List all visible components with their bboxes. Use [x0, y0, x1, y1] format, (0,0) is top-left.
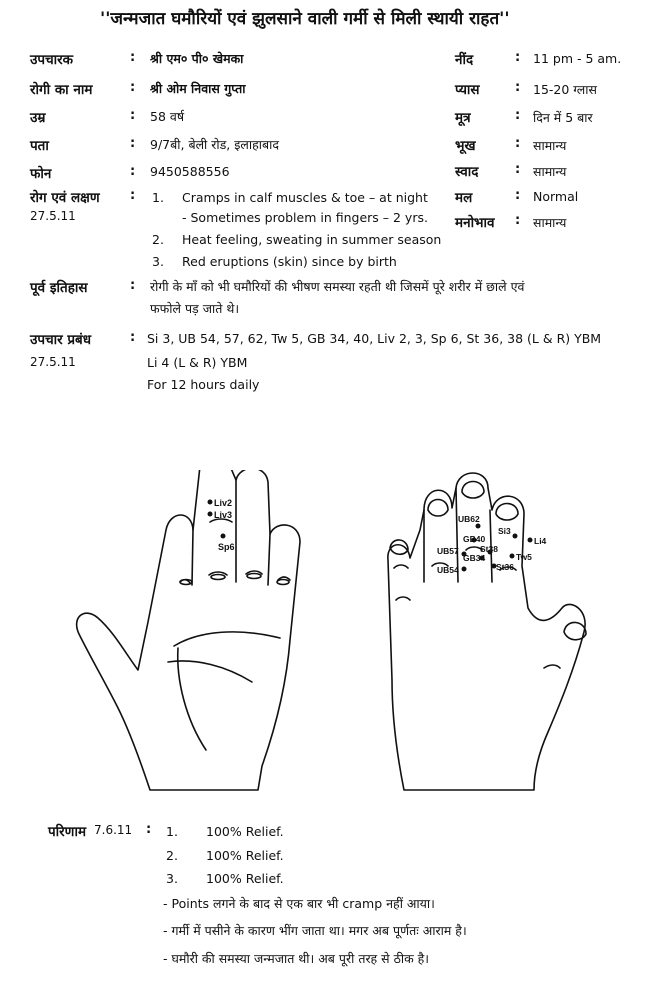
- colon: :: [130, 136, 136, 151]
- point-label: UB57: [437, 546, 459, 556]
- colon: :: [130, 278, 136, 293]
- address-label: पता: [30, 138, 49, 154]
- point-label: Liv3: [214, 510, 233, 520]
- colon: :: [515, 213, 521, 228]
- hunger-label: भूख: [455, 138, 476, 154]
- result-note: - घमौरी की समस्या जन्मजात थी। अब पूरी तरह से ठीक है।: [163, 951, 430, 966]
- symptom-line: - Sometimes problem in fingers – 2 yrs.: [182, 210, 428, 225]
- point-label: Li4: [534, 536, 547, 546]
- colon: :: [515, 80, 521, 95]
- history-line: रोगी के माँ को भी घमौरियों की भीषण समस्या रहती थी जिसमें पूरे शरीर में छाले एवं: [150, 279, 525, 294]
- therapist-label: उपचारक: [30, 52, 74, 68]
- age-value: 58 वर्ष: [150, 109, 185, 124]
- symptom-line: Cramps in calf muscles & toe – at night: [182, 190, 428, 205]
- treatment-line: Li 4 (L & R) YBM: [147, 355, 248, 370]
- stool-value: Normal: [533, 189, 579, 204]
- result-number: 1.: [166, 824, 178, 839]
- result-note: - गर्मी में पसीने के कारण भींग जाता था। मगर अब पूर्णतः आराम है।: [163, 923, 467, 938]
- point-label: UB62: [458, 514, 480, 524]
- treatment-date: 27.5.11: [30, 355, 76, 369]
- treatment-line: Si 3, UB 54, 57, 62, Tw 5, GB 34, 40, Liv 2, 3, Sp 6, St 36, 38 (L & R) YBM: [147, 331, 602, 346]
- urine-value: दिन में 5 बार: [533, 110, 593, 125]
- age-label: उम्र: [30, 110, 46, 126]
- taste-value: सामान्य: [533, 164, 567, 179]
- colon: :: [130, 330, 136, 345]
- page-title: ''जन्मजात घमौरियों एवं झुलसाने वाली गर्मी से मिली स्थायी राहत'': [100, 9, 510, 29]
- result-text: 100% Relief.: [206, 848, 284, 863]
- colon: :: [130, 80, 136, 95]
- point-label: UB54: [437, 565, 459, 575]
- hand-diagram: [0, 470, 657, 800]
- result-date: 7.6.11: [94, 823, 133, 837]
- palm-hand-outline: [77, 470, 300, 790]
- address-value: 9/7बी, बेली रोड, इलाहाबाद: [150, 137, 279, 152]
- colon: :: [515, 50, 521, 65]
- colon: :: [130, 50, 136, 65]
- result-number: 2.: [166, 848, 178, 863]
- colon: :: [515, 188, 521, 203]
- phone-label: फोन: [30, 166, 52, 182]
- colon: :: [146, 822, 152, 837]
- mood-value: सामान्य: [533, 215, 567, 230]
- urine-label: मूत्र: [455, 110, 471, 126]
- treatment-label: उपचार प्रबंध: [30, 332, 92, 348]
- colon: :: [130, 188, 136, 203]
- result-text: 100% Relief.: [206, 824, 284, 839]
- symptoms-date: 27.5.11: [30, 209, 76, 223]
- mood-label: मनोभाव: [455, 215, 495, 231]
- symptoms-label: रोग एवं लक्षण: [30, 190, 100, 206]
- point-label: Tw5: [516, 552, 532, 562]
- symptom-number: 2.: [152, 232, 164, 247]
- sleep-value: 11 pm - 5 am.: [533, 51, 622, 66]
- point-label: St38: [480, 544, 498, 554]
- symptom-line: Red eruptions (skin) since by birth: [182, 254, 397, 269]
- result-note: - Points लगने के बाद से एक बार भी cramp नहीं आया।: [163, 896, 435, 911]
- patient-value: श्री ओम निवास गुप्ता: [150, 81, 246, 96]
- result-label: परिणाम: [48, 824, 87, 840]
- history-line: फफोले पड़ जाते थे।: [150, 301, 240, 316]
- colon: :: [515, 162, 521, 177]
- thirst-label: प्यास: [455, 82, 480, 98]
- point-label: GB34: [463, 553, 486, 563]
- point-label: Sp6: [218, 542, 235, 552]
- colon: :: [130, 108, 136, 123]
- phone-value: 9450588556: [150, 164, 230, 179]
- history-label: पूर्व इतिहास: [30, 280, 88, 296]
- therapist-value: श्री एम० पी० खेमका: [150, 51, 244, 66]
- symptom-line: Heat feeling, sweating in summer season: [182, 232, 442, 247]
- point-label: GB40: [463, 534, 486, 544]
- symptom-number: 1.: [152, 190, 164, 205]
- hunger-value: सामान्य: [533, 138, 567, 153]
- treatment-line: For 12 hours daily: [147, 377, 260, 392]
- colon: :: [515, 136, 521, 151]
- result-text: 100% Relief.: [206, 871, 284, 886]
- colon: :: [130, 164, 136, 179]
- stool-label: मल: [455, 190, 473, 206]
- back-hand-outline: [388, 473, 585, 790]
- symptom-number: 3.: [152, 254, 164, 269]
- sleep-label: नींद: [455, 52, 474, 68]
- result-number: 3.: [166, 871, 178, 886]
- point-label: St36: [496, 562, 514, 572]
- taste-label: स्वाद: [455, 164, 479, 180]
- point-label: Liv2: [214, 498, 233, 508]
- thirst-value: 15-20 ग्लास: [533, 82, 597, 97]
- patient-label: रोगी का नाम: [30, 82, 93, 98]
- point-label: Si3: [498, 526, 511, 536]
- colon: :: [515, 108, 521, 123]
